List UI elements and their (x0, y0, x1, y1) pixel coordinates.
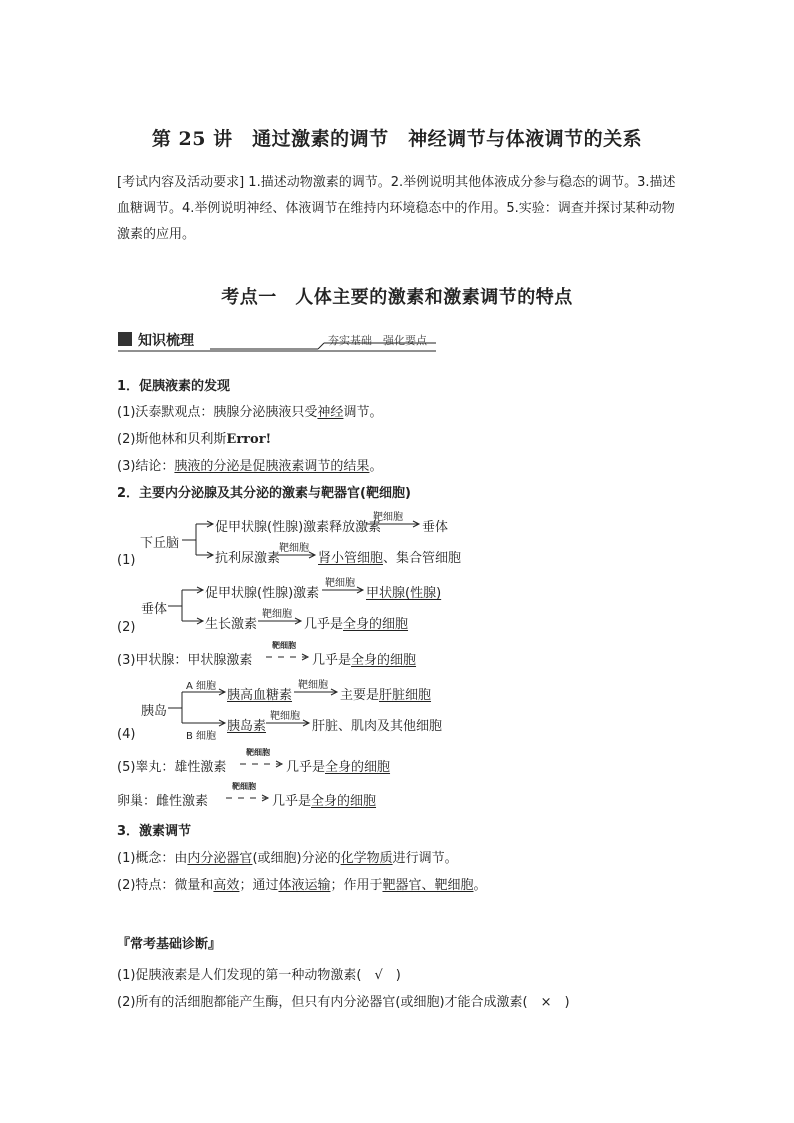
d1-hormone2: 抗利尿激素 (215, 551, 281, 566)
arrow-label: 靶细胞 (279, 543, 309, 554)
diagnosis-q2: (2)所有的活细胞都能产生酶，但只有内分泌器官(或细胞)才能合成激素( × ) (117, 995, 570, 1010)
d1-target1: 垂体 (422, 520, 449, 535)
text: 几乎是 (304, 617, 344, 632)
arrow-label: 靶细胞 (272, 641, 296, 650)
d2-source: 垂体 (141, 602, 168, 617)
answer-underline: 内分泌器官 (187, 851, 253, 866)
d2-hormone1: 促甲状腺(性腺)激素 (205, 586, 320, 601)
section-title: 考点一 人体主要的激素和激素调节的特点 (221, 287, 573, 308)
text: (或细胞)分泌的 (252, 851, 341, 866)
d4-cell-b: B 细胞 (186, 731, 217, 742)
d4-cell-a: A 细胞 (186, 681, 217, 692)
text: 几乎是 (286, 760, 326, 775)
answer-underline: 靶器官、靶细胞 (382, 878, 474, 893)
d4-source: 胰岛 (141, 704, 168, 719)
d1-source: 下丘脑 (140, 536, 180, 551)
s2-heading: 2．主要内分泌腺及其分泌的激素与靶器官(靶细胞) (117, 486, 411, 501)
answer-underline: 全身的细胞 (351, 653, 417, 668)
arrow-label: 靶细胞 (270, 711, 300, 722)
answer-underline: 全身的细胞 (311, 794, 377, 809)
text: (3)甲状腺：甲状腺激素 (117, 653, 253, 668)
text: 几乎是 (312, 653, 352, 668)
s3-heading: 3．激素调节 (117, 824, 192, 839)
d4-number: (4) (117, 727, 136, 742)
text: 调节。 (343, 405, 383, 420)
d5-line: (5)睾丸：雄性激素 (117, 760, 227, 775)
d1-number: (1) (117, 553, 136, 568)
bar-right-text: 夯实基础 强化要点 (328, 334, 427, 347)
text: 、集合管细胞 (383, 551, 462, 566)
answer-underline: 神经 (317, 405, 344, 420)
answer-underline: 全身的细胞 (343, 617, 409, 632)
d4-hormone1: 胰高血糖素 (227, 688, 293, 703)
d2-number: (2) (117, 620, 136, 635)
answer-underline: 胰液的分泌是促胰液素调节的结果 (174, 459, 370, 474)
arrow-label: 靶细胞 (325, 578, 355, 589)
page-title: 第 25 讲 通过激素的调节 神经调节与体液调节的关系 (151, 128, 643, 150)
d6-target (272, 790, 376, 809)
text: (1)概念：由 (117, 851, 188, 866)
arrow-label: 靶细胞 (232, 782, 256, 791)
answer-underline: 体液运输 (278, 878, 331, 893)
answer-underline: 肝脏细胞 (379, 688, 432, 703)
arrow-label: 靶细胞 (298, 680, 328, 691)
requirements-label: [考试内容及活动要求] (117, 175, 245, 190)
text: ；作用于 (330, 878, 383, 893)
diagnosis-heading: 『常考基础诊断』 (117, 937, 222, 952)
answer-underline: 肾小管细胞 (318, 551, 384, 566)
s3-line1 (117, 847, 458, 866)
d5-target (286, 756, 390, 775)
d6-line: 卵巢：雌性激素 (117, 794, 209, 809)
arrow-label: 靶细胞 (262, 609, 292, 620)
text: 进行调节。 (392, 851, 458, 866)
text: (2)特点：微量和 (117, 878, 214, 893)
answer-underline: 全身的细胞 (325, 760, 391, 775)
answer-underline: 高效 (213, 878, 240, 893)
arrow-label: 靶细胞 (246, 748, 270, 757)
text: (2)斯他林和贝利斯 (117, 432, 227, 447)
text: 主要是 (340, 688, 380, 703)
text: (3)结论： (117, 459, 175, 474)
diagnosis-q1: (1)促胰液素是人们发现的第一种动物激素( √ ) (117, 968, 401, 983)
s3-line2 (117, 874, 487, 893)
requirements-text: 1.描述动物激素的调节。2.举例说明其他体液成分参与稳态的调节。3.描述血糖调节。4.举例说明神经、体液调节在维持内环境稳态中的作用。5.实验：调查并探讨某种动物激素的应用。 (117, 175, 676, 242)
d2-target1: 甲状腺(性腺) (366, 586, 442, 601)
d4-target2: 肝脏、肌肉及其他细胞 (312, 719, 443, 734)
text: 。 (473, 878, 487, 893)
s1-heading: 1．促胰液素的发现 (117, 379, 231, 394)
text: ；通过 (239, 878, 279, 893)
d2-hormone2: 生长激素 (205, 617, 258, 632)
d4-target1 (340, 684, 431, 703)
bar-label: 知识梳理 (138, 333, 194, 349)
d1-hormone1: 促甲状腺(性腺)激素释放激素 (215, 520, 382, 535)
d4-hormone2: 胰岛素 (227, 719, 267, 734)
text: 几乎是 (272, 794, 312, 809)
text: 。 (369, 459, 383, 474)
text: (1)沃泰默观点：胰腺分泌胰液只受 (117, 405, 318, 420)
error-text: Error! (226, 432, 272, 447)
answer-underline: 化学物质 (340, 851, 393, 866)
arrow-label: 靶细胞 (373, 512, 403, 523)
